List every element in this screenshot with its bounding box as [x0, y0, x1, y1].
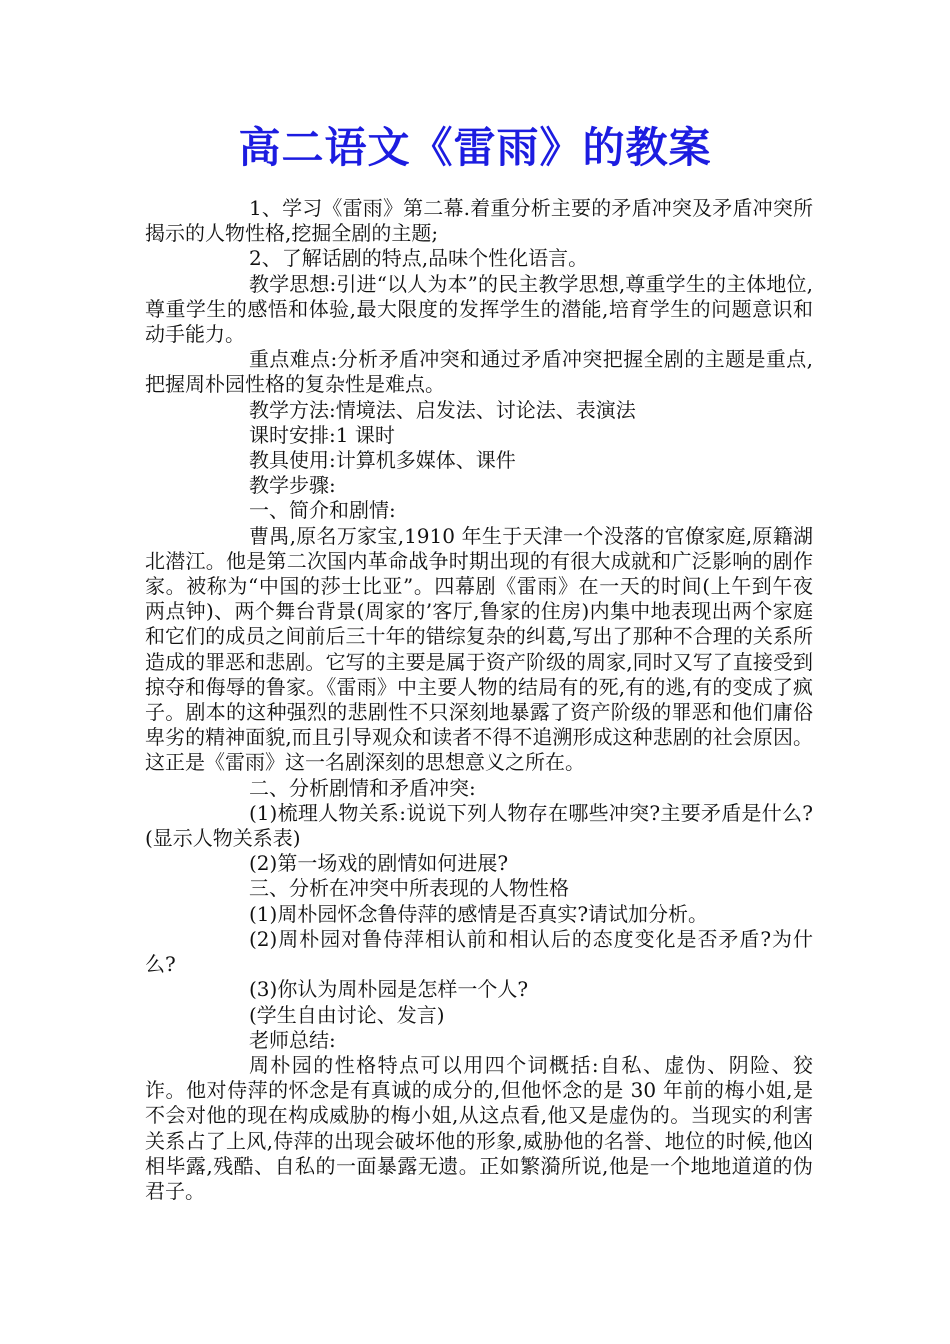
section-heading-1: 一、简介和剧情:: [249, 498, 396, 523]
paragraph-teaching-steps: 教学步骤:: [249, 473, 336, 498]
question-2: (2)第一场戏的剧情如何进展?: [249, 851, 509, 876]
document-body: [145, 196, 813, 1204]
paragraph-discussion: (学生自由讨论、发言): [249, 1002, 445, 1027]
paragraph-teacher-summary-label: 老师总结:: [249, 1027, 336, 1052]
question-1: (1)梳理人物关系:说说下列人物存在哪些冲突?主要矛盾是什么?(显示人物关系表): [145, 800, 813, 851]
paragraph-teaching-methods: 教学方法:情境法、启发法、讨论法、表演法: [249, 397, 636, 422]
paragraph-teacher-summary: 周朴园的性格特点可以用四个词概括:自私、虚伪、阴险、狡诈。他对侍萍的怀念是有真诚的成分的,但他怀念的是 30 年前的梅小姐,是不会对他的现在构成威胁的梅小姐,从这点看,他又是虚伪的。当现实的利害关系占了上风,侍萍的出现会破坏他的形象,威胁他的名誉、地位的时候,他凶相毕露,残酷、自私的一面暴露无遗。正如繁漪所说,他是一个地地道道的伪君子。: [145, 1052, 813, 1203]
paragraph-author-intro: 曹禺,原名万家宝,1910 年生于天津一个没落的官僚家庭,原籍湖北潜江。他是第二次国内革命战争时期出现的有很大成就和广泛影响的剧作家。被称为“中国的莎士比亚”。四幕剧《雷雨》在一天的时间(上午到午夜两点钟)、两个舞台背景(周家的’客厅,鲁家的住房)内集中地表现出两个家庭和它们的成员之间前后三十年的错综复杂的纠葛,写出了那种不合理的关系所造成的罪恶和悲剧。它写的主要是属于资产阶级的周家,同时又写了直接受到掠夺和侮辱的鲁家。《雷雨》中主要人物的结局有的死,有的逃,有的变成了疯子。剧本的这种强烈的悲剧性不只深刻地暴露了资产阶级的罪恶和他们庸俗卑劣的精神面貌,而且引导观众和读者不得不追溯形成这种悲剧的社会原因。这正是《雷雨》这一名剧深刻的思想意义之所在。: [145, 523, 813, 775]
question-5: (3)你认为周朴园是怎样一个人?: [249, 977, 529, 1002]
paragraph-objective-1: 1、学习《雷雨》第二幕.着重分析主要的矛盾冲突及矛盾冲突所揭示的人物性格,挖掘全剧的主题;: [145, 196, 813, 246]
paragraph-objective-2: 2、了解话剧的特点,品味个性化语言。: [249, 246, 589, 271]
question-3: (1)周朴园怀念鲁侍萍的感情是否真实?请试加分析。: [249, 901, 709, 926]
paragraph-teaching-philosophy: 教学思想:引进“以人为本”的民主教学思想,尊重学生的主体地位,尊重学生的感悟和体验,最大限度的发挥学生的潜能,培育学生的问题意识和动手能力。: [145, 271, 813, 347]
paragraph-key-points: 重点难点:分析矛盾冲突和通过矛盾冲突把握全剧的主题是重点,把握周朴园性格的复杂性是难点。: [145, 347, 813, 397]
section-heading-3: 三、分析在冲突中所表现的人物性格: [249, 876, 569, 901]
question-4: (2)周朴园对鲁侍萍相认前和相认后的态度变化是否矛盾?为什么?: [145, 926, 813, 977]
section-heading-2: 二、分析剧情和矛盾冲突:: [249, 775, 476, 800]
paragraph-teaching-tools: 教具使用:计算机多媒体、课件: [249, 448, 516, 473]
document-title: 高二语文《雷雨》的教案: [238, 123, 712, 172]
paragraph-class-hours: 课时安排:1 课时: [249, 422, 395, 447]
